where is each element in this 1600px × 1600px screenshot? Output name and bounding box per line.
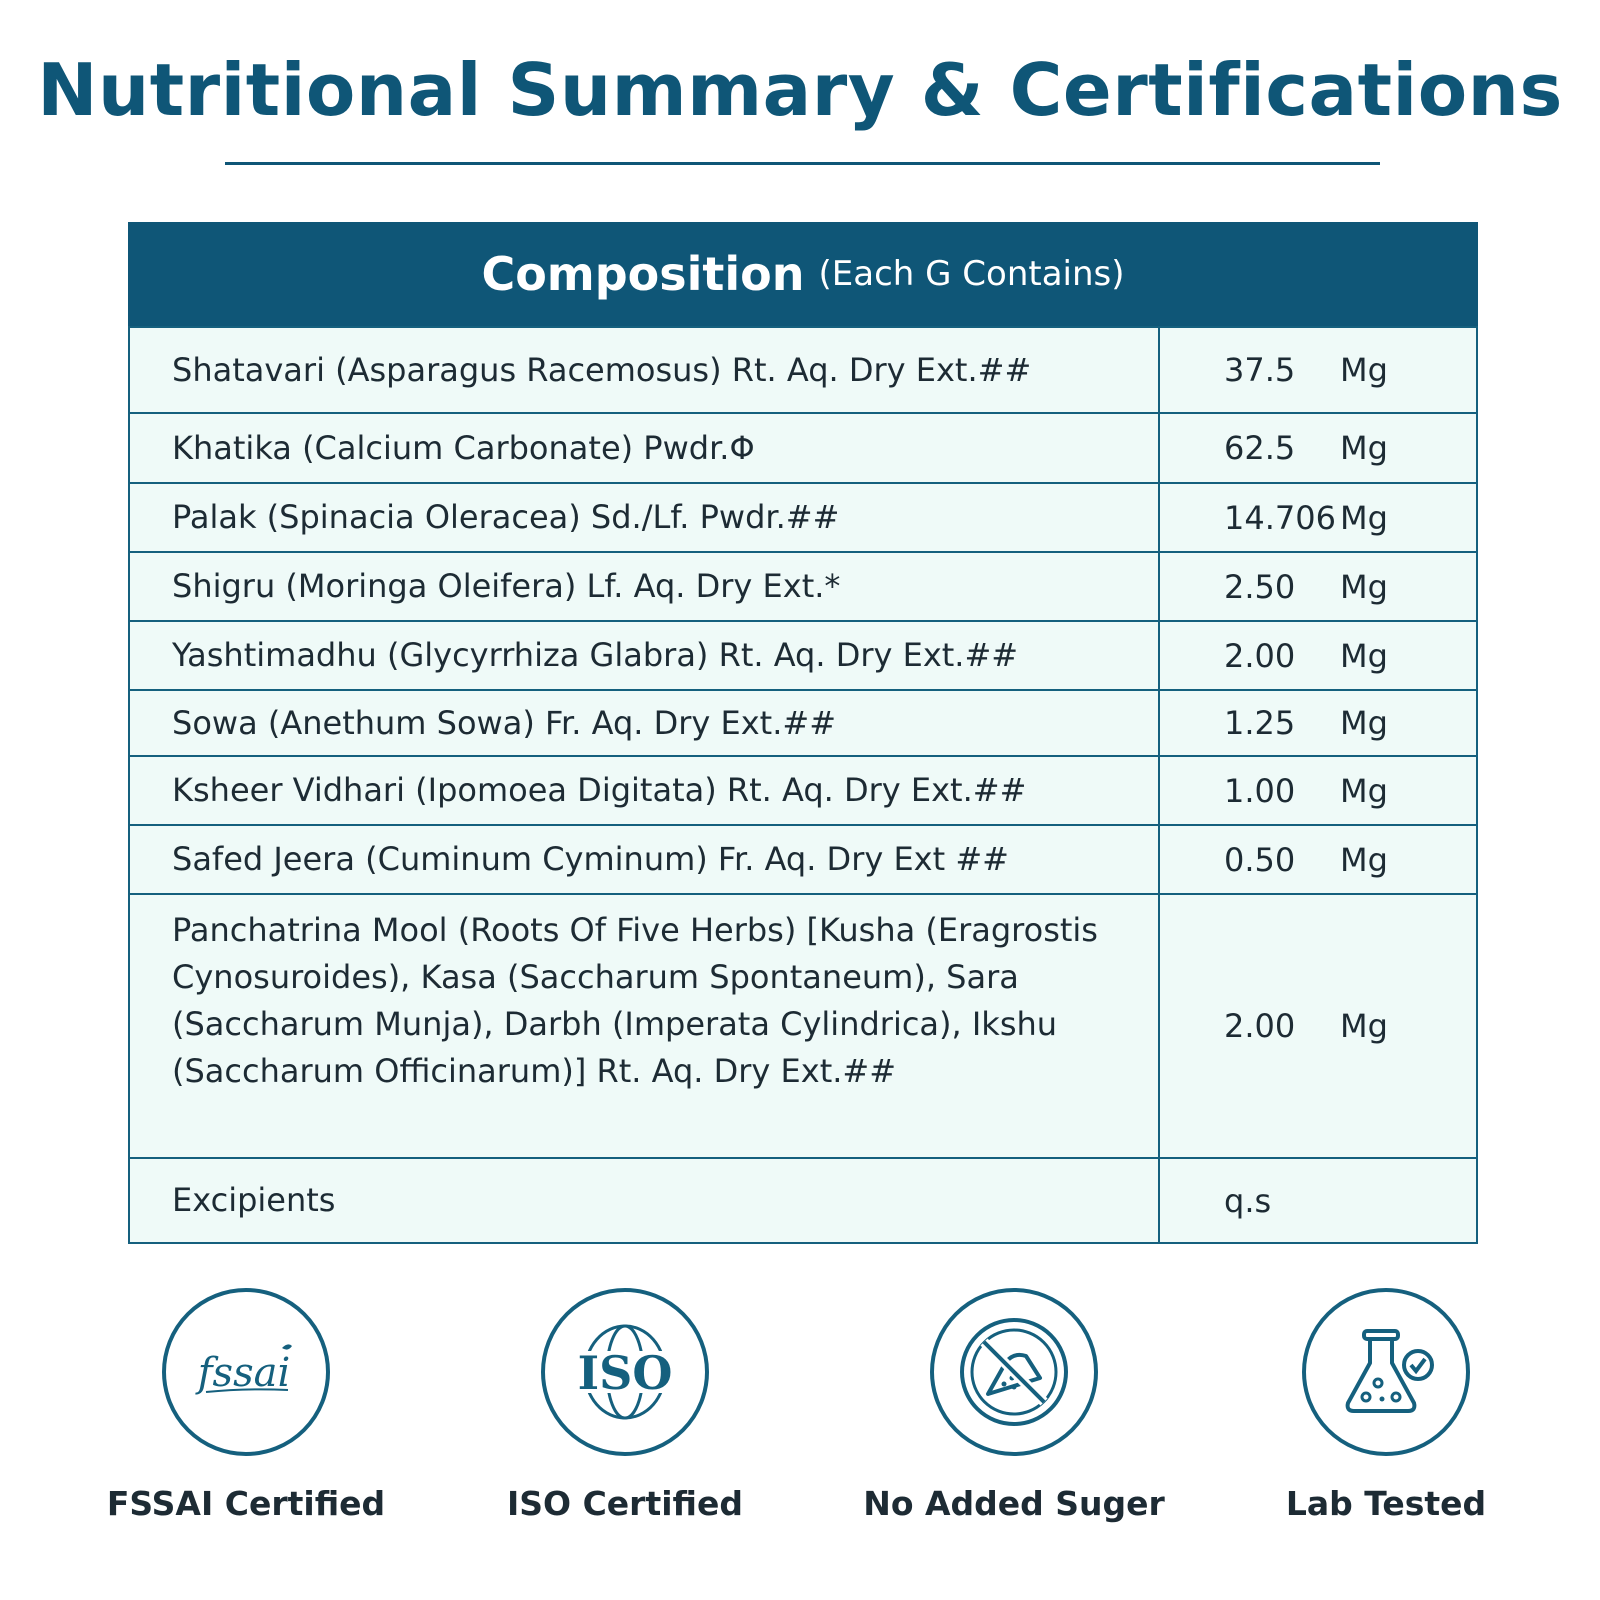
cert-label: FSSAI Certified (106, 1484, 386, 1523)
ingredient-name: Yashtimadhu (Glycyrrhiza Glabra) Rt. Aq. Dry Ext.## (130, 622, 1160, 689)
ingredient-unit: Mg (1340, 351, 1388, 389)
ingredient-quantity (1160, 1159, 1476, 1242)
ingredient-amount: 37.5 (1224, 351, 1296, 389)
fssai-logo-text: fssai (197, 1350, 291, 1396)
composition-table-header (128, 222, 1478, 326)
ingredient-name: Palak (Spinacia Oleracea) Sd./Lf. Pwdr.## (130, 484, 1160, 551)
ingredient-quantity (1160, 826, 1476, 893)
ingredient-quantity (1160, 691, 1476, 755)
table-row (130, 893, 1476, 1157)
iso-globe-icon (541, 1288, 709, 1456)
cert-lab-tested (1236, 1288, 1536, 1523)
ingredient-quantity (1160, 895, 1476, 1157)
fssai-logo-icon (162, 1288, 330, 1456)
ingredient-name: Excipients (130, 1159, 1160, 1242)
ingredient-name: Panchatrina Mool (Roots Of Five Herbs) [Kusha (Eragrostis Cynosuroides), Kasa (Saccharum Spontaneum), Sara (Saccharum Munja), Darbh (Imperata Cylindrica), Ikshu (Saccharum Officinarum)] Rt. Aq. Dry Ext.## (130, 895, 1160, 1157)
ingredient-amount: 1.00 (1224, 771, 1296, 810)
title-divider (225, 162, 1380, 165)
ingredient-amount: q.s (1224, 1181, 1272, 1220)
cert-label: Lab Tested (1285, 1484, 1487, 1523)
table-row (130, 482, 1476, 551)
table-row (130, 551, 1476, 620)
ingredient-unit: Mg (1340, 498, 1388, 537)
table-row (130, 620, 1476, 689)
ingredient-name: Ksheer Vidhari (Ipomoea Digitata) Rt. Aq. Dry Ext.## (130, 757, 1160, 824)
table-row (130, 326, 1476, 412)
page-title: Nutritional Summary & Certifications (37, 48, 1563, 132)
ingredient-quantity (1160, 484, 1476, 551)
ingredient-unit: Mg (1340, 704, 1388, 742)
lab-flask-icon (1302, 1288, 1470, 1456)
cert-no-sugar (864, 1288, 1164, 1523)
ingredient-quantity (1160, 553, 1476, 620)
ingredient-unit: Mg (1340, 567, 1388, 606)
table-row (130, 824, 1476, 893)
cert-label: No Added Suger (863, 1484, 1165, 1523)
table-row (130, 412, 1476, 482)
ingredient-name: Shatavari (Asparagus Racemosus) Rt. Aq. Dry Ext.## (130, 328, 1160, 412)
ingredient-unit: Mg (1340, 636, 1388, 675)
cert-iso (475, 1288, 775, 1523)
ingredient-unit: Mg (1340, 771, 1388, 810)
ingredient-amount: 62.5 (1224, 429, 1296, 467)
ingredient-quantity (1160, 414, 1476, 482)
ingredient-name: Shigru (Moringa Oleifera) Lf. Aq. Dry Ext.* (130, 553, 1160, 620)
ingredient-amount: 2.50 (1224, 567, 1296, 606)
composition-table (128, 222, 1478, 1244)
certifications-row (0, 1288, 1600, 1548)
cert-label: ISO Certified (506, 1484, 743, 1523)
ingredient-quantity (1160, 622, 1476, 689)
no-sugar-icon (930, 1288, 1098, 1456)
ingredient-amount: 14.706 (1224, 498, 1336, 537)
cert-fssai (96, 1288, 396, 1523)
composition-subheading: (Each G Contains) (818, 254, 1125, 294)
composition-heading: Composition (481, 247, 805, 301)
ingredient-unit: Mg (1340, 1007, 1388, 1045)
table-row (130, 755, 1476, 824)
ingredient-amount: 1.25 (1224, 704, 1296, 742)
ingredient-amount: 0.50 (1224, 840, 1296, 879)
table-row (130, 689, 1476, 755)
table-row (130, 1157, 1476, 1242)
ingredient-unit: Mg (1340, 840, 1388, 879)
ingredient-amount: 2.00 (1224, 636, 1296, 675)
ingredient-unit: Mg (1340, 429, 1388, 467)
ingredient-quantity (1160, 757, 1476, 824)
ingredient-amount: 2.00 (1224, 1007, 1296, 1045)
ingredient-name: Khatika (Calcium Carbonate) Pwdr.Φ (130, 414, 1160, 482)
iso-logo-text: ISO (577, 1346, 673, 1400)
ingredient-quantity (1160, 328, 1476, 412)
ingredient-name: Sowa (Anethum Sowa) Fr. Aq. Dry Ext.## (130, 691, 1160, 755)
ingredient-name: Safed Jeera (Cuminum Cyminum) Fr. Aq. Dry Ext ## (130, 826, 1160, 893)
